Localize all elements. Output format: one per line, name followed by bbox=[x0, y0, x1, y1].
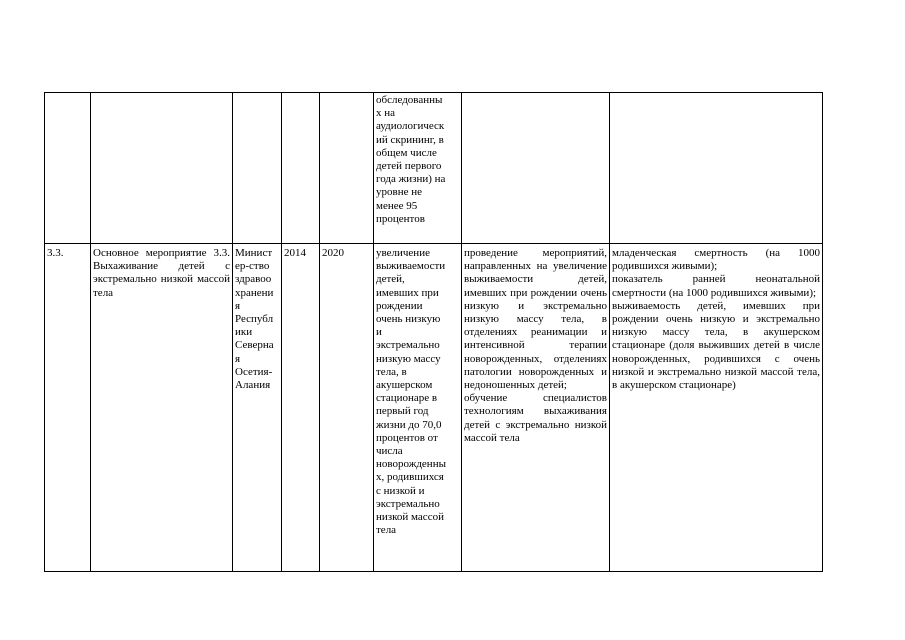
cell-number: 3.3. bbox=[45, 244, 91, 572]
cell-start-year: 2014 bbox=[282, 244, 320, 572]
cell-indicators: младенческая смертность (на 1000 родившихся живыми); показатель ранней неонатальной смертности (на 1000 родившихся живыми); выживаемость детей, имевших при рождении очень низкую и экстремально низкую массу тела, в акушерском стационаре (доля выживших детей в числе новорожденных, родившихся с очень низкой и экстремально низкой массой тела, в акушерском стационаре) bbox=[610, 244, 823, 572]
program-activities-table bbox=[44, 92, 823, 572]
cell-main-directions: проведение мероприятий, направленных на увеличение выживаемости детей, имевших при рождении очень низкую и экстремально низкую массу тела, в отделениях реанимации и интенсивной терапии новорожденных, отделениях патологии новорожденных и недоношенных детей; обучение специалистов технологиям выхаживания детей с экстремально низкой массой тела bbox=[462, 244, 610, 572]
cell-end-year: 2020 bbox=[320, 244, 374, 572]
cell-expected-result-continued: обследованны х на аудиологическ ий скрининг, в общем числе детей первого года жизни) на уровне не менее 95 процентов bbox=[374, 93, 462, 244]
cell-title-empty bbox=[91, 93, 233, 244]
cell-indicators-empty bbox=[610, 93, 823, 244]
cell-end-empty bbox=[320, 93, 374, 244]
cell-start-empty bbox=[282, 93, 320, 244]
cell-executor-empty bbox=[233, 93, 282, 244]
table-row-continued bbox=[45, 93, 823, 244]
cell-executor: Минист ер-ство здравоо хранени я Республ ики Северна я Осетия- Алания bbox=[233, 244, 282, 572]
cell-number-empty bbox=[45, 93, 91, 244]
table-row-3-3 bbox=[45, 244, 823, 572]
cell-directions-empty bbox=[462, 93, 610, 244]
cell-activity-title: Основное мероприятие 3.3. Выхаживание детей с экстремально низкой массой тела bbox=[91, 244, 233, 572]
cell-expected-result: увеличение выживаемости детей, имевших при рождении очень низкую и экстремально низкую массу тела, в акушерском стационаре в первый год жизни до 70,0 процентов от числа новорожденны х, родившихся с низкой и экстремально низкой массой тела bbox=[374, 244, 462, 572]
